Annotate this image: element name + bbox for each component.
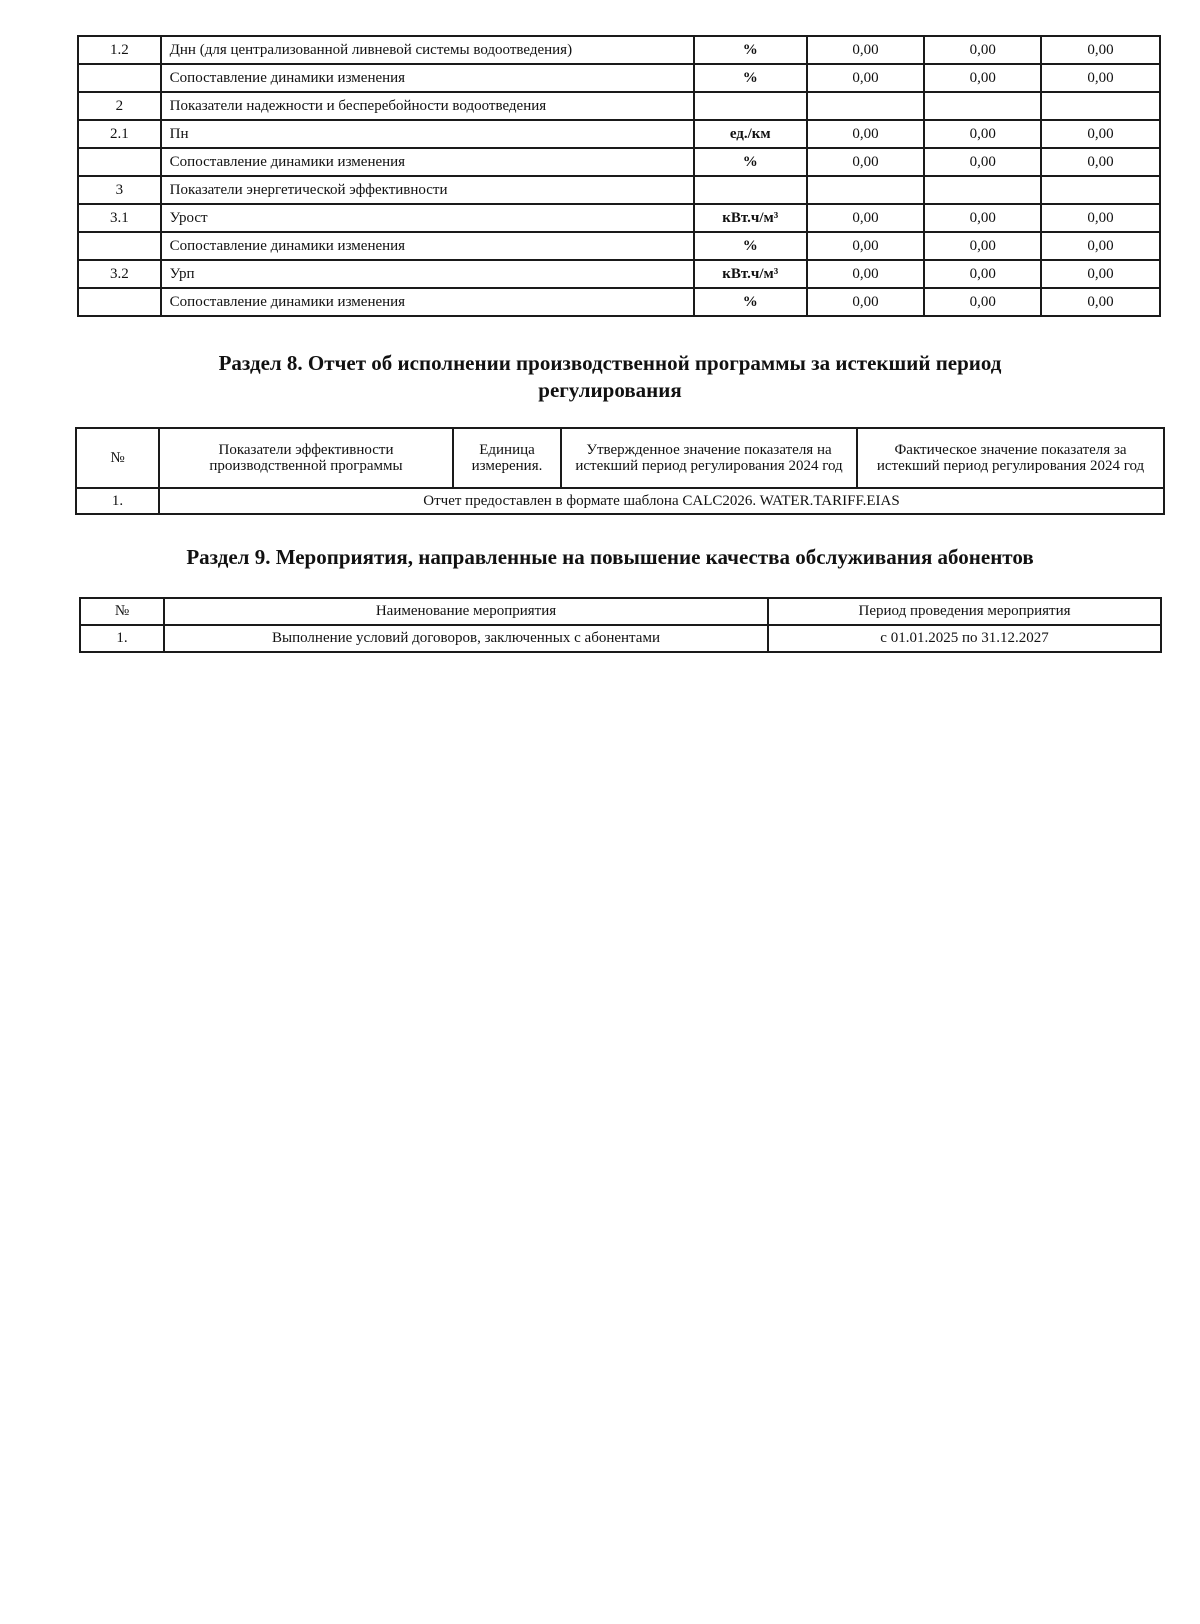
indicator-value-2: 0,00	[924, 232, 1041, 260]
row-number: 2.1	[78, 120, 161, 148]
indicator-value-1	[807, 92, 925, 120]
section-8-title-line-2: регулирования	[538, 378, 682, 402]
indicator-unit: кВт.ч/м³	[694, 260, 807, 288]
indicator-unit: ед./км	[694, 120, 807, 148]
indicator-value-3: 0,00	[1041, 36, 1160, 64]
row-number	[78, 148, 161, 176]
row-number: 2	[78, 92, 161, 120]
measure-period: с 01.01.2025 по 31.12.2027	[768, 625, 1161, 652]
table-header-row	[76, 428, 1164, 488]
section-9-title: Раздел 9. Мероприятия, направленные на повышение качества обслуживания абонентов	[186, 545, 1034, 569]
section-8-title	[60, 350, 1160, 404]
indicator-name: Сопоставление динамики изменения	[161, 232, 694, 260]
indicators-table-body	[78, 36, 1160, 316]
indicator-value-1: 0,00	[807, 232, 925, 260]
indicator-value-3: 0,00	[1041, 260, 1160, 288]
indicator-value-1: 0,00	[807, 36, 925, 64]
header-num: №	[76, 428, 159, 488]
section-8-table	[75, 427, 1165, 515]
header-indicator: Показатели эффективности производственной программы	[159, 428, 453, 488]
table-row	[78, 260, 1160, 288]
table-header-row	[80, 598, 1161, 625]
indicator-value-2: 0,00	[924, 288, 1041, 316]
indicator-value-3	[1041, 176, 1160, 204]
table-row	[78, 36, 1160, 64]
row-number: 1.2	[78, 36, 161, 64]
indicator-value-1: 0,00	[807, 64, 925, 92]
indicator-name: Показатели энергетической эффективности	[161, 176, 694, 204]
table-row	[76, 488, 1164, 514]
indicator-name: Днн (для централизованной ливневой системы водоотведения)	[161, 36, 694, 64]
row-number: 3.2	[78, 260, 161, 288]
table-row	[78, 120, 1160, 148]
row-number: 1.	[76, 488, 159, 514]
header-period: Период проведения мероприятия	[768, 598, 1161, 625]
indicator-value-3	[1041, 92, 1160, 120]
row-number	[78, 232, 161, 260]
header-name: Наименование мероприятия	[164, 598, 768, 625]
indicator-value-1: 0,00	[807, 120, 925, 148]
indicator-unit: %	[694, 288, 807, 316]
indicator-value-2	[924, 92, 1041, 120]
row-number	[78, 288, 161, 316]
indicator-value-2: 0,00	[924, 260, 1041, 288]
table-row	[78, 176, 1160, 204]
indicator-value-2: 0,00	[924, 36, 1041, 64]
indicator-name: Урост	[161, 204, 694, 232]
indicator-value-1: 0,00	[807, 204, 925, 232]
indicator-value-3: 0,00	[1041, 204, 1160, 232]
indicator-name: Показатели надежности и бесперебойности водоотведения	[161, 92, 694, 120]
header-unit: Единица измерения.	[453, 428, 561, 488]
table-row	[78, 232, 1160, 260]
indicator-value-1: 0,00	[807, 148, 925, 176]
row-number	[78, 64, 161, 92]
indicator-value-1	[807, 176, 925, 204]
report-note: Отчет предоставлен в формате шаблона CALC2026. WATER.TARIFF.EIAS	[159, 488, 1164, 514]
indicator-name: Сопоставление динамики изменения	[161, 64, 694, 92]
indicator-value-2: 0,00	[924, 120, 1041, 148]
indicator-value-3: 0,00	[1041, 232, 1160, 260]
indicator-value-1: 0,00	[807, 260, 925, 288]
indicator-unit: %	[694, 232, 807, 260]
indicator-value-3: 0,00	[1041, 64, 1160, 92]
table-row	[78, 288, 1160, 316]
indicator-value-3: 0,00	[1041, 120, 1160, 148]
section-9-table	[79, 597, 1162, 653]
indicator-value-2: 0,00	[924, 148, 1041, 176]
indicator-unit: кВт.ч/м³	[694, 204, 807, 232]
header-actual: Фактическое значение показателя за истекший период регулирования 2024 год	[857, 428, 1164, 488]
row-number: 1.	[80, 625, 164, 652]
section-8-title-line-1: Раздел 8. Отчет об исполнении производственной программы за истекший период	[218, 351, 1002, 375]
indicator-value-2: 0,00	[924, 204, 1041, 232]
indicator-value-3: 0,00	[1041, 148, 1160, 176]
table-row	[78, 92, 1160, 120]
indicator-unit: %	[694, 148, 807, 176]
measure-name: Выполнение условий договоров, заключенных с абонентами	[164, 625, 768, 652]
table-row	[80, 625, 1161, 652]
indicator-unit: %	[694, 36, 807, 64]
indicator-unit: %	[694, 64, 807, 92]
indicators-table	[77, 35, 1161, 317]
indicator-value-1: 0,00	[807, 288, 925, 316]
header-approved: Утвержденное значение показателя на истекший период регулирования 2024 год	[561, 428, 857, 488]
indicator-name: Пн	[161, 120, 694, 148]
indicator-unit	[694, 176, 807, 204]
table-row	[78, 204, 1160, 232]
indicator-name: Сопоставление динамики изменения	[161, 288, 694, 316]
table-row	[78, 64, 1160, 92]
table-row	[78, 148, 1160, 176]
row-number: 3.1	[78, 204, 161, 232]
indicator-unit	[694, 92, 807, 120]
indicator-name: Урп	[161, 260, 694, 288]
indicator-value-3: 0,00	[1041, 288, 1160, 316]
indicator-name: Сопоставление динамики изменения	[161, 148, 694, 176]
header-num: №	[80, 598, 164, 625]
indicator-value-2	[924, 176, 1041, 204]
row-number: 3	[78, 176, 161, 204]
indicator-value-2: 0,00	[924, 64, 1041, 92]
